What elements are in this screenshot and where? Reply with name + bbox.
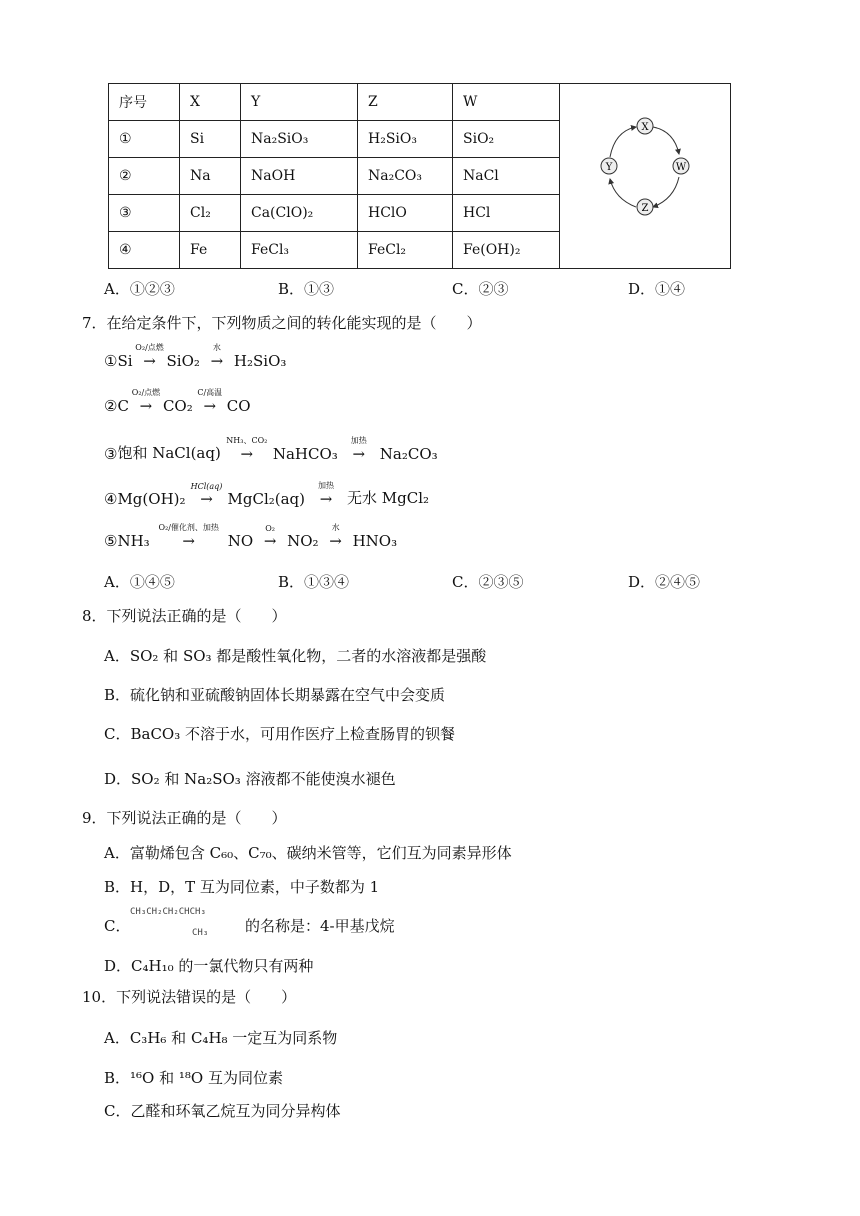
intermediate: NO [227, 532, 254, 550]
reaction-arrow: O₂/点燃 → [131, 388, 161, 415]
table-cell: ① [109, 121, 180, 158]
q9-stem: 9．下列说法正确的是（ ） [82, 809, 287, 827]
reaction-arrow: O₂/点燃 → [135, 343, 164, 370]
q9-option-c-text: 的名称是：4-甲基戊烷 [245, 917, 395, 935]
reactant: 饱和 NaCl(aq) [117, 444, 221, 462]
reaction-arrow: 加热 → [318, 481, 335, 508]
cycle-diagram [570, 99, 720, 249]
reaction-arrow: 水 → [329, 523, 342, 550]
reactant: NH₃ [117, 532, 150, 550]
q8-option-a: A．SO₂ 和 SO₃ 都是酸性氧化物，二者的水溶液都是强酸 [104, 647, 487, 665]
arrow-condition: 加热 [350, 436, 367, 445]
item-number: ① [104, 352, 118, 370]
table-cell: Fe [180, 232, 241, 269]
q8-option-b: B．硫化钠和亚硫酸钠固体长期暴露在空气中会变质 [104, 686, 446, 704]
q10-option-b: B．¹⁶O 和 ¹⁸O 互为同位素 [104, 1069, 283, 1087]
table-cell: Cl₂ [180, 195, 241, 232]
reaction-arrow: 水 → [210, 343, 224, 370]
intermediate: CO₂ [162, 397, 193, 415]
q7-stem: 7．在给定条件下，下列物质之间的转化能实现的是（ ） [82, 314, 482, 332]
table-cell: Ca(ClO)₂ [241, 195, 358, 232]
arrow-condition: 加热 [318, 481, 335, 490]
table-header: Z [358, 84, 453, 121]
q10-option-c: C．乙醛和环氧乙烷互为同分异构体 [104, 1102, 341, 1120]
arrow-condition: O₂/催化剂、加热 [158, 523, 219, 532]
intermediate: NO₂ [287, 532, 319, 550]
substance-table [108, 83, 731, 269]
table-cell: Na₂SiO₃ [241, 121, 358, 158]
q7-option-c: C．②③⑤ [452, 573, 524, 591]
node-z [637, 199, 653, 215]
item-number: ④ [104, 490, 118, 508]
reaction-arrow: O₂ → [263, 524, 277, 550]
arrow-condition: O₂/点燃 [131, 388, 161, 397]
intermediate: NaHCO₃ [272, 445, 338, 463]
arrow-condition: NH₃、CO₂ [226, 436, 268, 445]
arrow-condition: O₂/点燃 [135, 343, 164, 352]
reactant: C [117, 397, 129, 415]
q9-option-a: A．富勒烯包含 C₆₀、C₇₀、碳纳米管等，它们互为同素异形体 [104, 844, 512, 862]
q7-reaction-4 [104, 481, 430, 508]
q6-option-b: B．①③ [278, 280, 335, 298]
q8-option-d: D．SO₂ 和 Na₂SO₃ 溶液都不能使溴水褪色 [104, 770, 396, 788]
arrow-condition: C/高温 [197, 388, 223, 397]
q8-option-c: C．BaCO₃ 不溶于水，可用作医疗上检查肠胃的钡餐 [104, 725, 456, 743]
product: H₂SiO₃ [233, 352, 287, 370]
table-cell: SiO₂ [453, 121, 560, 158]
structure-main-chain: CH₃CH₂CH₂CHCH₃ [130, 907, 206, 917]
reaction-arrow: 加热 → [350, 436, 367, 463]
q7-reaction-3 [104, 436, 438, 463]
q9-option-b: B．H，D，T 互为同位素，中子数都为 1 [104, 878, 380, 896]
q7-option-a: A．①④⑤ [104, 573, 175, 591]
reactant: Si [117, 352, 133, 370]
reaction-arrow: HCl(aq) → [190, 482, 223, 508]
arrow-condition: 水 [331, 523, 340, 532]
node-w [673, 158, 689, 174]
structural-formula [130, 906, 208, 940]
q6-option-c: C．②③ [452, 280, 509, 298]
q7-reaction-5 [104, 523, 398, 550]
table-cell: Si [180, 121, 241, 158]
intermediate: MgCl₂(aq) [227, 490, 306, 508]
node-label: Z [641, 203, 649, 214]
arrow-condition: HCl(aq) [190, 482, 223, 491]
node-label: Y [605, 162, 613, 173]
q9-option-d: D．C₄H₁₀ 的一氯代物只有两种 [104, 957, 314, 975]
node-label: X [641, 122, 649, 133]
arrow-condition: 水 [212, 343, 221, 352]
table-cell: H₂SiO₃ [358, 121, 453, 158]
table-header: X [180, 84, 241, 121]
arrow-condition: O₂ [265, 524, 276, 533]
q7-reaction-1 [104, 343, 287, 370]
product: Na₂CO₃ [379, 445, 438, 463]
table-cell: Fe(OH)₂ [453, 232, 560, 269]
q9-option-c: C． [104, 917, 131, 935]
node-y [601, 158, 617, 174]
table-header: 序号 [109, 84, 180, 121]
table-cell: FeCl₃ [241, 232, 358, 269]
table-cell: NaOH [241, 158, 358, 195]
table-header-row [109, 84, 731, 121]
table-cell: HCl [453, 195, 560, 232]
product: 无水 MgCl₂ [347, 489, 430, 507]
table-cell: ④ [109, 232, 180, 269]
q6-option-d: D．①④ [628, 280, 686, 298]
reaction-arrow: NH₃、CO₂ → [226, 436, 268, 463]
cycle-diagram-cell [560, 84, 731, 269]
table-header: Y [241, 84, 358, 121]
item-number: ⑤ [104, 532, 118, 550]
table-cell: ③ [109, 195, 180, 232]
table-cell: NaCl [453, 158, 560, 195]
q6-option-a: A．①②③ [104, 280, 175, 298]
item-number: ② [104, 397, 118, 415]
table-cell: Na [180, 158, 241, 195]
structure-branch: CH₃ [192, 928, 209, 938]
table-cell: HClO [358, 195, 453, 232]
item-number: ③ [104, 445, 118, 463]
node-label: W [675, 162, 687, 173]
table-cell: FeCl₂ [358, 232, 453, 269]
table-header: W [453, 84, 560, 121]
product: HNO₃ [352, 532, 398, 550]
product: CO [226, 397, 251, 415]
q8-stem: 8．下列说法正确的是（ ） [82, 607, 287, 625]
reaction-arrow: O₂/催化剂、加热 → [158, 523, 219, 550]
reaction-arrow: C/高温 → [197, 388, 223, 415]
reactant: Mg(OH)₂ [117, 490, 186, 508]
table-cell: Na₂CO₃ [358, 158, 453, 195]
q7-option-d: D．②④⑤ [628, 573, 701, 591]
node-x [637, 118, 653, 134]
q7-reaction-2 [104, 388, 251, 415]
intermediate: SiO₂ [166, 352, 200, 370]
q7-option-b: B．①③④ [278, 573, 350, 591]
q10-stem: 10．下列说法错误的是（ ） [82, 988, 297, 1006]
table-cell: ② [109, 158, 180, 195]
q10-option-a: A．C₃H₆ 和 C₄H₈ 一定互为同系物 [104, 1029, 338, 1047]
